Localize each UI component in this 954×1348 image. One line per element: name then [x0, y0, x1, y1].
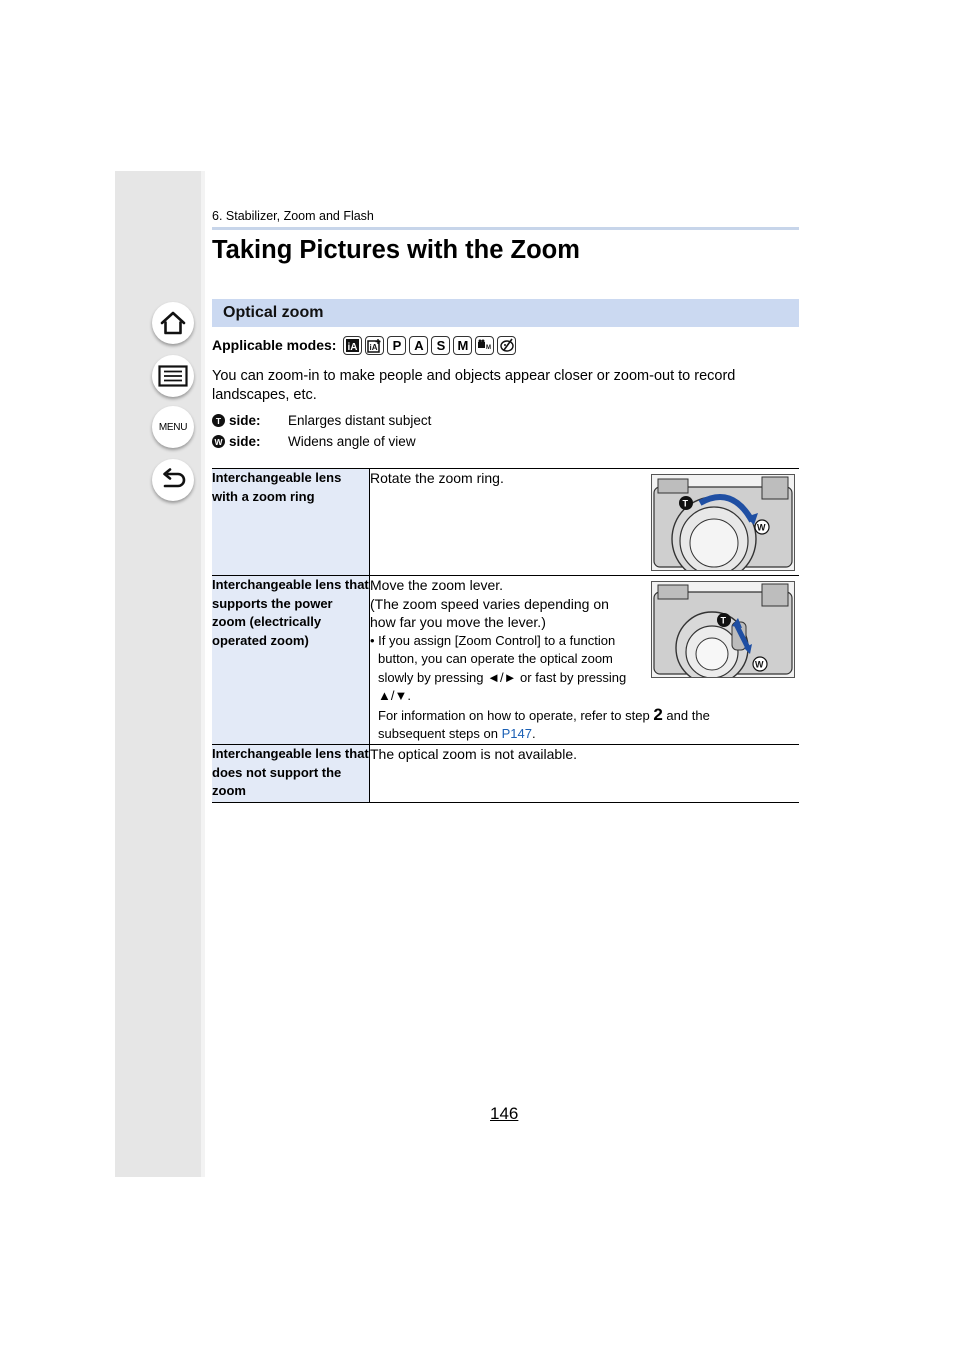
contents-button[interactable]: [152, 355, 194, 397]
info-prefix: For information on how to operate, refer to step: [378, 707, 650, 723]
intelligent-auto-plus-mode-icon: [365, 336, 384, 355]
power-zoom-camera-illustration: [651, 581, 795, 678]
row-cell-power-zoom: [370, 576, 800, 745]
page-link-p147[interactable]: P147: [501, 726, 532, 741]
power-zoom-line1: Move the zoom lever.: [370, 577, 504, 593]
sidebar-edge: [201, 171, 205, 1177]
page-title: Taking Pictures with the Zoom: [212, 236, 580, 264]
section-title: Optical zoom: [223, 304, 324, 321]
wide-marker: W: [757, 522, 766, 533]
menu-button[interactable]: [152, 406, 194, 448]
lens-table: [212, 468, 799, 803]
info-mid: and the subsequent steps on: [378, 707, 710, 741]
row-cell-no-zoom: [370, 745, 800, 803]
power-zoom-info: [370, 706, 799, 744]
creative-video-mode-icon: [475, 336, 494, 355]
tele-side-text: Enlarges distant subject: [288, 413, 432, 428]
zoom-ring-camera-illustration: [651, 474, 795, 571]
power-zoom-bullet: • If you assign [Zoom Control] to a function button, you can operate the optical zoom slowly by pressing ◄/► or fast by pressing ▲/▼.: [370, 632, 627, 703]
row-header-zoom-ring: Interchangeable lens with a zoom ring: [212, 469, 370, 576]
back-button[interactable]: [152, 459, 194, 501]
table-row: [212, 745, 799, 803]
intro-text: You can zoom-in to make people and objects appear closer or zoom-out to record landscapes, etc.: [212, 368, 736, 403]
aperture-priority-mode-icon: A: [409, 336, 428, 355]
zoom-ring-text: Rotate the zoom ring.: [370, 470, 504, 486]
no-zoom-text: The optical zoom is not available.: [370, 746, 577, 762]
manual-mode-icon: M: [453, 336, 472, 355]
tele-marker-lever: T: [720, 615, 726, 626]
svg-text:iA: iA: [347, 341, 358, 353]
tele-side-label: side:: [229, 413, 261, 428]
tele-badge: T: [212, 414, 225, 427]
page-number: 146: [490, 1104, 519, 1123]
header-rule: [212, 227, 799, 230]
intelligent-auto-mode-icon: [343, 336, 362, 355]
list-icon: [158, 365, 188, 387]
tele-marker: T: [682, 498, 688, 509]
wide-side-label: side:: [229, 434, 261, 449]
wide-badge: W: [212, 435, 225, 448]
breadcrumb: 6. Stabilizer, Zoom and Flash: [212, 209, 374, 223]
home-icon: [159, 310, 187, 336]
applicable-modes: [212, 335, 519, 355]
table-row: [212, 576, 799, 745]
wide-side-text: Widens angle of view: [288, 434, 416, 449]
row-cell-zoom-ring: [370, 469, 800, 576]
svg-text:iA: iA: [369, 342, 378, 352]
home-button[interactable]: [152, 302, 194, 344]
program-mode-icon: P: [387, 336, 406, 355]
movie-mode-letter: M: [486, 345, 491, 351]
row-header-no-zoom: Interchangeable lens that does not support the zoom: [212, 745, 370, 803]
table-row: [212, 469, 799, 576]
modes-label: Applicable modes:: [212, 337, 337, 353]
tele-side-row: [212, 413, 431, 428]
shutter-priority-mode-icon: S: [431, 336, 450, 355]
creative-control-mode-icon: [497, 336, 516, 355]
row-header-power-zoom: Interchangeable lens that supports the power zoom (electrically operated zoom): [212, 576, 370, 745]
wide-side-row: [212, 434, 416, 449]
back-arrow-icon: [159, 468, 187, 492]
wide-marker-lever: W: [755, 659, 764, 670]
section-header: [212, 299, 799, 327]
step-number: 2: [653, 704, 663, 724]
menu-label: MENU: [158, 421, 188, 433]
power-zoom-line2: (The zoom speed varies depending on how far you move the lever.): [370, 595, 609, 630]
info-suffix: .: [531, 726, 536, 741]
